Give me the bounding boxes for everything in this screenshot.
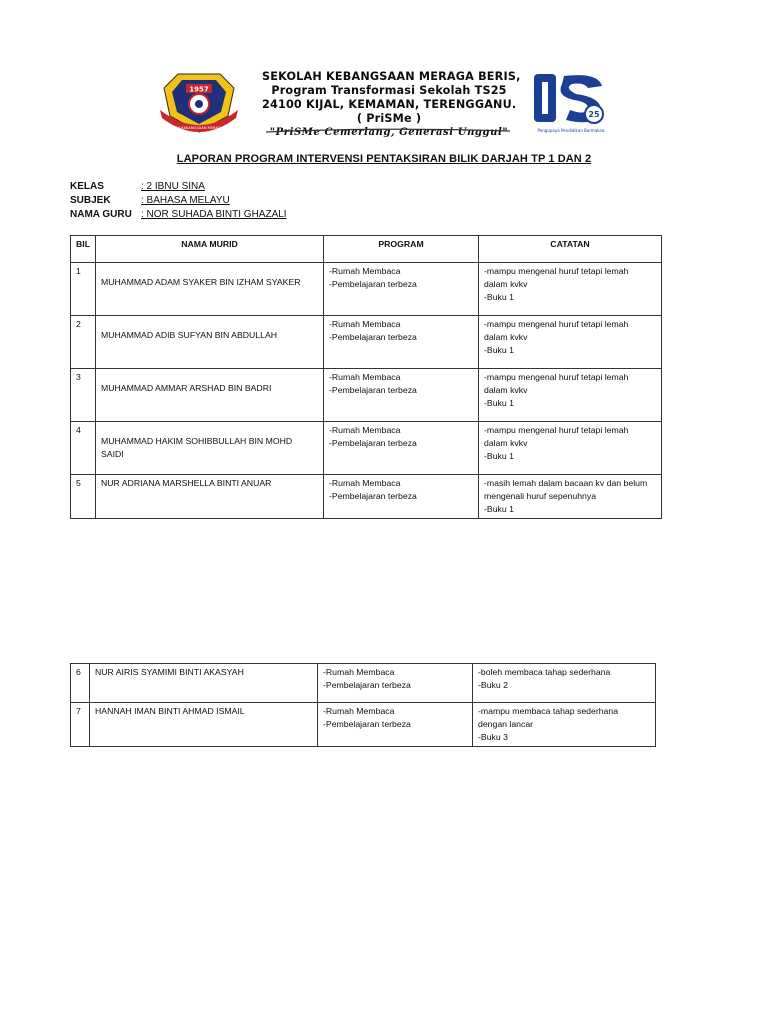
student-name: MUHAMMAD ADAM SYAKER BIN IZHAM SYAKER <box>96 263 324 316</box>
program-cell <box>318 703 473 747</box>
catatan-line: -Buku 1 <box>484 504 514 514</box>
col-program: PROGRAM <box>324 236 479 263</box>
program-line: -Pembelajaran terbeza <box>329 332 417 342</box>
student-table-continued <box>70 663 656 747</box>
catatan-line: -mampu mengenal huruf tetapi lemah <box>484 372 629 382</box>
table-row <box>71 422 662 475</box>
student-name-line: SAIDI <box>101 449 124 459</box>
catatan-cell <box>473 703 656 747</box>
kelas-label: KELAS <box>70 181 104 192</box>
subjek-value: : BAHASA MELAYU <box>141 195 230 206</box>
catatan-line: -Buku 1 <box>484 345 514 355</box>
catatan-line: dalam kvkv <box>484 438 528 448</box>
ts25-caption: Pengupaya Pendidikan Bermakna <box>537 128 605 133</box>
program-cell <box>324 263 479 316</box>
catatan-line: dalam kvkv <box>484 332 528 342</box>
program-line: -Rumah Membaca <box>329 372 401 382</box>
table-row <box>71 664 656 703</box>
motto-underline <box>262 128 514 134</box>
program-line: -Rumah Membaca <box>329 266 401 276</box>
catatan-line: -mampu membaca tahap sederhana <box>478 706 619 716</box>
program-line: -Pembelajaran terbeza <box>329 385 417 395</box>
report-title: LAPORAN PROGRAM INTERVENSI PENTAKSIRAN BILIK DARJAH TP 1 DAN 2 <box>176 153 592 165</box>
program-cell <box>318 664 473 703</box>
catatan-line: -Buku 1 <box>484 451 514 461</box>
catatan-line: dalam kvkv <box>484 385 528 395</box>
program-line: -Pembelajaran terbeza <box>329 438 417 448</box>
bil-cell: 3 <box>71 369 96 422</box>
school-crest-logo <box>156 66 242 136</box>
bil-cell: 1 <box>71 263 96 316</box>
catatan-line: mengenali huruf sepenuhnya <box>484 491 597 501</box>
student-name: MUHAMMAD ADIB SUFYAN BIN ABDULLAH <box>96 316 324 369</box>
catatan-line: -mampu mengenal huruf tetapi lemah <box>484 425 629 435</box>
student-name: NUR AIRIS SYAMIMI BINTI AKASYAH <box>90 664 318 703</box>
table-row <box>71 369 662 422</box>
student-name: MUHAMMAD AMMAR ARSHAD BIN BADRI <box>96 369 324 422</box>
school-motto: "PriSMe Cemerlang, Generasi Unggul" <box>269 127 509 138</box>
bil-cell: 5 <box>71 475 96 519</box>
subjek-label: SUBJEK <box>70 195 111 206</box>
program-line: -Pembelajaran terbeza <box>329 279 417 289</box>
table-row <box>71 703 656 747</box>
svg-text:25: 25 <box>588 110 600 119</box>
bil-cell: 7 <box>71 703 90 747</box>
catatan-line: -boleh membaca tahap sederhana <box>478 667 611 677</box>
program-cell <box>324 475 479 519</box>
student-table <box>70 235 662 519</box>
catatan-line: -masih lemah dalam bacaan kv dan belum <box>484 478 648 488</box>
student-name <box>96 422 324 475</box>
student-name: NUR ADRIANA MARSHELLA BINTI ANUAR <box>96 475 324 519</box>
catatan-cell <box>479 475 662 519</box>
program-line: -Rumah Membaca <box>329 478 401 488</box>
program-cell <box>324 422 479 475</box>
bil-cell: 4 <box>71 422 96 475</box>
col-nama-murid: NAMA MURID <box>96 236 324 263</box>
guru-value: : NOR SUHADA BINTI GHAZALI <box>141 209 287 220</box>
catatan-cell <box>479 263 662 316</box>
catatan-line: -mampu mengenal huruf tetapi lemah <box>484 319 629 329</box>
catatan-line: -Buku 3 <box>478 732 508 742</box>
school-program: Program Transformasi Sekolah TS25 <box>271 84 507 97</box>
table-row <box>71 475 662 519</box>
catatan-line: dalam kvkv <box>484 279 528 289</box>
catatan-cell <box>473 664 656 703</box>
ts25-logo <box>528 72 614 136</box>
school-address: 24100 KIJAL, KEMAMAN, TERENGGANU. <box>262 98 517 111</box>
catatan-line: -Buku 1 <box>484 398 514 408</box>
catatan-line: -mampu mengenal huruf tetapi lemah <box>484 266 629 276</box>
school-acronym: ( PriSMe ) <box>356 112 422 125</box>
catatan-line: -Buku 1 <box>484 292 514 302</box>
kelas-value: : 2 IBNU SINA <box>141 181 205 192</box>
guru-label: NAMA GURU <box>70 209 132 220</box>
col-bil: BIL <box>71 236 96 263</box>
program-line: -Pembelajaran terbeza <box>323 680 411 690</box>
bil-cell: 2 <box>71 316 96 369</box>
program-line: -Rumah Membaca <box>329 319 401 329</box>
catatan-cell <box>479 369 662 422</box>
catatan-line: dengan lancar <box>478 719 534 729</box>
crest-ribbon-text: SEKOLAH KEBANGSAAN MERAGA BERIS <box>163 126 235 130</box>
table-row <box>71 263 662 316</box>
crest-year: 1957 <box>189 85 209 94</box>
catatan-line: -Buku 2 <box>478 680 508 690</box>
school-name: SEKOLAH KEBANGSAAN MERAGA BERIS, <box>262 70 521 83</box>
program-line: -Rumah Membaca <box>329 425 401 435</box>
table-header-row <box>71 236 662 263</box>
col-catatan: CATATAN <box>479 236 662 263</box>
catatan-cell <box>479 422 662 475</box>
program-line: -Pembelajaran terbeza <box>323 719 411 729</box>
program-line: -Rumah Membaca <box>323 667 395 677</box>
catatan-cell <box>479 316 662 369</box>
program-line: -Pembelajaran terbeza <box>329 491 417 501</box>
program-cell <box>324 369 479 422</box>
student-name: HANNAH IMAN BINTI AHMAD ISMAIL <box>90 703 318 747</box>
program-cell <box>324 316 479 369</box>
program-line: -Rumah Membaca <box>323 706 395 716</box>
student-name-line: MUHAMMAD HAKIM SOHIBBULLAH BIN MOHD <box>101 436 293 446</box>
table-row <box>71 316 662 369</box>
letterhead <box>0 0 768 145</box>
report-meta <box>70 180 287 222</box>
bil-cell: 6 <box>71 664 90 703</box>
